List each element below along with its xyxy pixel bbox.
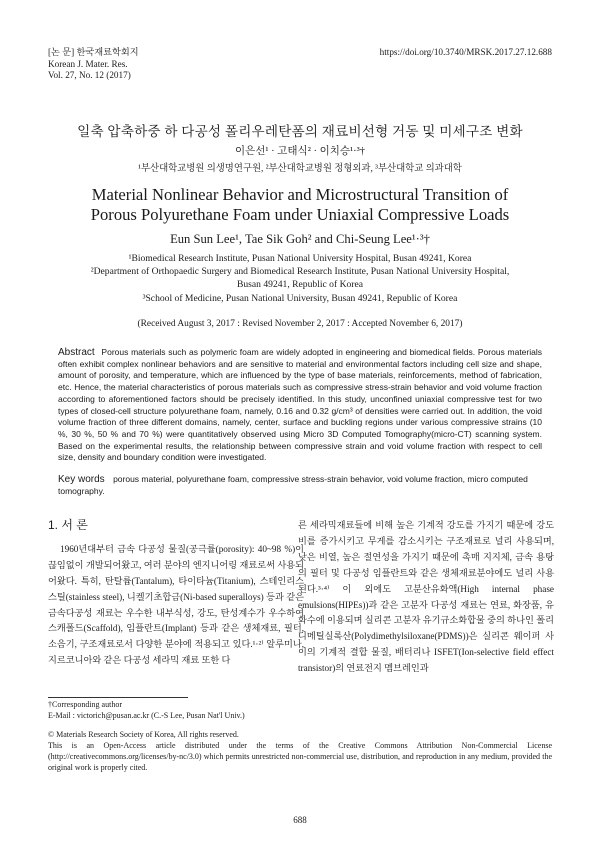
doi-link[interactable]: https://doi.org/10.3740/MRSK.2017.27.12.688 — [379, 47, 552, 57]
footnote-divider — [48, 697, 188, 698]
affiliation-3: ³School of Medicine, Pusan National University, Busan 49241, Republic of Korea — [142, 292, 458, 304]
journal-volume: Vol. 27, No. 12 (2017) — [48, 70, 131, 80]
english-title-line2: Porous Polyurethane Foam under Uniaxial Compressive Loads — [90, 205, 510, 224]
abstract-label: Abstract — [58, 347, 95, 358]
journal-name-korean: [논 문] 한국재료학회지 — [48, 47, 139, 57]
english-title — [0, 185, 600, 225]
footnote — [48, 699, 245, 721]
body-paragraph-right: 른 세라믹재료들에 비해 높은 기계적 강도를 가지기 때문에 강도 비를 증가시키고 무게를 감소시키는 구조재료로 널리 사용되며, 낮은 비열, 높은 절연성을 가지기 때문에 촉매 지지체, 금속 용탕의 필터 및 다공성 임플란트와 같은 생체재료분야에도 널리 사용된다.³·⁴⁾ 이 외에도 고분산유화액(High internal phase emulsions(HIPEs))과 같은 고분자 다공성 재료는 연료, 화장품, 유화수에 이용되며 실리콘 고분자 유기규소화합물 중의 하나인 폴리디메틸실록산(Polydimethylsiloxane(PDMS))은 실리콘 웨이퍼 사이의 기계적 결합 물질, 배터리나 ISFET(Ion-selective field effect transistor)의 연료전지 멤브레인과 — [298, 520, 554, 674]
abstract-block — [58, 347, 542, 464]
corresponding-author: †Corresponding author — [48, 700, 122, 709]
journal-header — [48, 47, 139, 82]
license-text: This is an Open-Access article distributed under the terms of the Creative Commons Attribution Non-Commercial License (http://creativecommons.org/licenses/by-nc/3.0) which permits unrestricted non-commercial use, distribution, and reproduction in any medium, provided the original work is properly cited. — [48, 741, 552, 772]
page-number: 688 — [293, 815, 307, 825]
keywords-label: Key words — [58, 474, 105, 485]
body-paragraph-left: 1960년대부터 금속 다공성 물질(공극률(porosity): 40~98 %)이 끊임없이 개발되어왔고, 여러 분야의 엔지니어링 재료로써 사용되어왔다. 특히, 탄탈륨(Tantalum), 타이타늄(Titanium), 스테인리스스틸(stainless steel), 니켈기초합금(Ni-based superalloys) 등과 같은 금속다공성 재료는 우수한 내부식성, 강도, 탄성계수가 우수하여 스캐폴드(Scaffold), 임플란트(Implant) 등과 같은 생체재료, 필터, 소음기, 구조재료로서 다양한 분야에 적용되고 있다.¹·²⁾ 알루미나, 지르코니아와 같은 다공성 세라믹 재료 또한 다 — [48, 543, 304, 666]
affiliation-1: ¹Biomedical Research Institute, Pusan National University Hospital, Busan 49241, Korea — [128, 253, 472, 264]
korean-title: 일축 압축하중 하 다공성 폴리우레탄폼의 재료비선형 거동 및 미세구조 변화 — [77, 124, 523, 139]
keywords-block — [58, 474, 542, 497]
journal-name-english: Korean J. Mater. Res. — [48, 58, 128, 69]
author-email: E-Mail : victorich@pusan.ac.kr (C.-S Lee, Pusan Nat'l Univ.) — [48, 711, 245, 720]
received-dates: (Received August 3, 2017 : Revised November 2, 2017 : Accepted November 6, 2017) — [137, 319, 463, 329]
copyright-block — [48, 729, 552, 773]
korean-authors: 이은선¹ · 고태식² · 이치승¹·³† — [234, 146, 366, 157]
affiliation-2a: ²Department of Orthopaedic Surgery and Biomedical Research Institute, Pusan National University Hospital, — [90, 266, 510, 278]
english-affiliations — [0, 252, 600, 305]
section-heading: 1. 서 론 — [48, 518, 88, 532]
body-column-left — [48, 518, 304, 669]
english-authors: Eun Sun Lee¹, Tae Sik Goh² and Chi-Seung Lee¹·³† — [170, 232, 430, 246]
english-title-line1: Material Nonlinear Behavior and Microstructural Transition of — [91, 185, 509, 204]
keywords-text: porous material, polyurethane foam, compressive stress-strain behavior, void volume fraction, micro computed tomography. — [58, 474, 528, 496]
body-column-right — [298, 518, 554, 677]
abstract-text: Porous materials such as polymeric foam are widely adopted in engineering and biomedical fields. Porous materials often exhibit complex nonlinear behaviors and are sensitive to material and environmental factors including cell size and shape, amount of porosity, and temperature, which are influenced by the type of base materials, reinforcements, method of fabrication, etc. Hence, the material characteristics of porous materials such as compressive stress-strain behavior and void volume fraction according to aforementioned factors should be precisely identified. In this study, unconfined uniaxial compressive test for two types of closed-cell structure polyurethane foam, namely, 0.16 and 0.32 g/cm³ of densities were carried out. In addition, the void volume fraction of three different domains, namely, center, surface and buckling regions under various compressive strains (10 %, 30 %, 50 % and 70 %) were quantitatively observed using Micro 3D Computed Tomography(micro-CT) scanning system. Based on the experimental results, the relationship between compressive strain and void volume fraction with respect to cell size, density and boundary condition were investigated. — [58, 347, 542, 463]
affiliation-2b: Busan 49241, Republic of Korea — [236, 279, 364, 291]
copyright-line: © Materials Research Society of Korea, All rights reserved. — [48, 730, 239, 739]
korean-affiliations: ¹부산대학교병원 의생명연구원, ²부산대학교병원 정형외과, ³부산대학교 의과대학 — [138, 164, 462, 174]
